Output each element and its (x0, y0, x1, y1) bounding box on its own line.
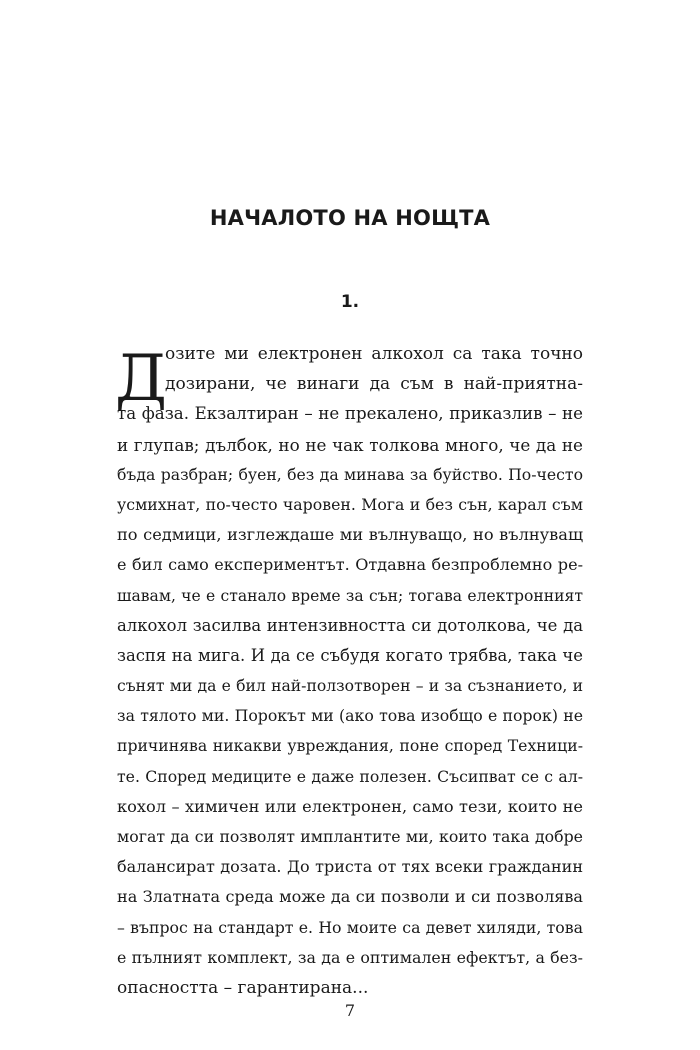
text-line: те. Според медиците е даже полезен. Съсипват се с ал- (117, 766, 583, 786)
text-line: – въпрос на стандарт е. Но моите са девет хиляди, това (117, 917, 583, 937)
text-line: дозирани, че винаги да съм в най-приятна- (165, 374, 583, 395)
text-line: е пълният комплект, за да е оптимален ефектът, а без- (117, 947, 583, 967)
text-line: сънят ми да е бил най-ползотворен – и за съзнанието, и (117, 677, 583, 696)
text-line: по седмици, изглеждаше ми вълнуващо, но вълнуващ (117, 525, 583, 545)
text-line: причинява никакви увреждания, поне според Техници- (117, 736, 583, 756)
text-line: озите ми електронен алкохол са така точно (165, 344, 583, 364)
text-line: балансират дозата. До триста от тях всеки гражданин (117, 857, 583, 877)
text-line: е бил само експериментът. Отдавна безпроблемно ре- (117, 555, 583, 575)
text-line: усмихнат, по-често чаровен. Мога и без сън, карал съм (117, 494, 583, 514)
text-line: могат да си позволят имплантите ми, които така добре (117, 827, 583, 846)
text-line: та фаза. Екзалтиран – не прекалено, приказлив – не (117, 404, 583, 424)
text-line: бъда разбран; буен, без да минава за буйство. По-често (117, 464, 583, 484)
text-line: заспя на мига. И да се събудя когато трябва, така че (117, 645, 583, 665)
text-line: шавам, че е станало време за сън; тогава електронният (117, 586, 583, 605)
text-line: и глупав; дълбок, но не чак толкова много, че да не (117, 434, 583, 455)
text-line: алкохол засилва интензивността си дотолкова, че да (117, 615, 583, 635)
section-number: 1. (340, 292, 360, 312)
drop-cap: Д (115, 342, 168, 416)
text-line: опасността – гарантирана... (117, 977, 369, 998)
text-line: кохол – химичен или електронен, само тези, които не (117, 796, 583, 816)
text-line: за тялото ми. Порокът ми (ако това изобщо е порок) не (117, 706, 583, 726)
body-text (117, 339, 583, 1003)
text-line: на Златната среда може да си позволи и си позволява (117, 887, 583, 907)
page-number: 7 (344, 1001, 356, 1020)
chapter-title: НАЧАЛОТО НА НОЩТА (209, 206, 491, 230)
